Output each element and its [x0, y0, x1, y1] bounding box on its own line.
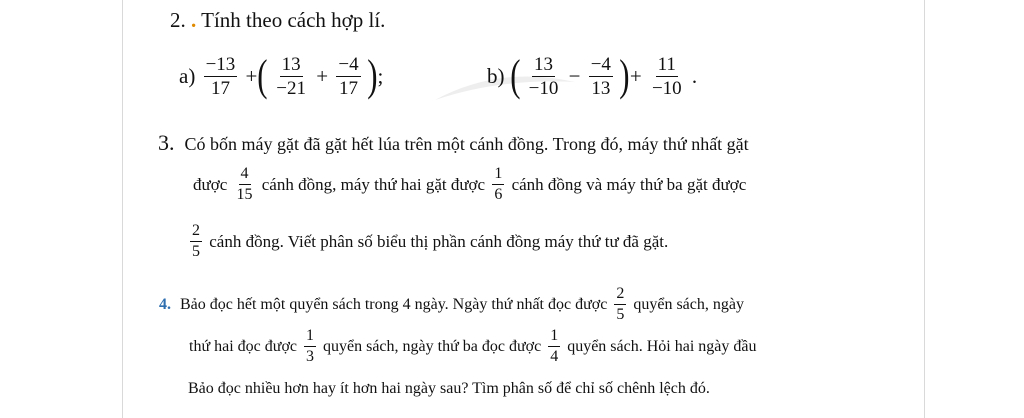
numerator: 2 — [190, 223, 202, 242]
numerator: 13 — [534, 53, 554, 75]
exercise-2b-expression — [486, 51, 698, 100]
fraction — [274, 55, 308, 98]
fraction — [304, 328, 316, 365]
exercise-2-title: Tính theo cách hợp lí. — [201, 8, 386, 32]
denominator: 17 — [338, 77, 358, 99]
denominator: 4 — [550, 348, 559, 365]
text: cánh đồng. Viết phân số biểu thị phần cánh đồng máy thứ tư đã gặt. — [209, 231, 669, 251]
denominator: 17 — [210, 77, 230, 99]
exercise-4-line-3 — [188, 380, 710, 398]
right-page-border — [924, 0, 925, 418]
plus-sign: + — [629, 63, 642, 88]
exercise-2-dot: . — [191, 8, 197, 32]
text: cánh đồng, máy thứ hai gặt được — [261, 174, 486, 194]
fraction — [204, 55, 238, 98]
fraction — [235, 166, 255, 203]
fraction — [336, 55, 360, 98]
left-page-border — [122, 0, 123, 418]
part-b-label: b) — [487, 63, 505, 88]
exercise-3-line-2 — [192, 166, 747, 203]
right-paren: ) — [619, 51, 630, 100]
fraction — [650, 55, 684, 98]
text: quyển sách, ngày thứ ba đọc được — [323, 337, 542, 355]
exercise-4-line-2 — [188, 328, 757, 365]
exercise-4-number: 4. — [159, 295, 171, 313]
denominator: 5 — [616, 306, 625, 323]
terminator: . — [691, 63, 698, 88]
part-a-label: a) — [179, 63, 196, 88]
numerator: 4 — [239, 166, 251, 185]
denominator: −10 — [651, 77, 682, 99]
fraction — [548, 328, 560, 365]
exercise-2-number: 2. — [170, 8, 186, 32]
right-paren: ) — [367, 51, 378, 100]
fraction — [527, 55, 561, 98]
fraction — [492, 166, 504, 203]
numerator: 13 — [281, 53, 301, 75]
plus-sign: + — [245, 63, 258, 88]
plus-sign: + — [316, 63, 329, 88]
denominator: 13 — [591, 77, 611, 99]
minus-sign: − — [568, 63, 581, 88]
text: được — [193, 174, 228, 194]
exercise-2-heading — [170, 8, 385, 33]
fraction — [190, 223, 202, 260]
exercise-2a-expression — [178, 51, 384, 100]
text: quyển sách. Hỏi hai ngày đầu — [567, 337, 757, 355]
left-paren: ( — [257, 51, 268, 100]
numerator: −4 — [338, 53, 359, 75]
left-paren: ( — [509, 51, 521, 100]
denominator: −10 — [528, 77, 559, 99]
fraction — [589, 55, 613, 98]
exercise-3-text-1: Có bốn máy gặt đã gặt hết lúa trên một cánh đồng. Trong đó, máy thứ nhất gặt — [184, 134, 749, 154]
exercise-4-line-1 — [158, 286, 745, 323]
exercise-3-line-3 — [188, 223, 669, 260]
numerator: 1 — [304, 328, 316, 347]
exercise-3-number: 3. — [158, 130, 175, 155]
numerator: 1 — [548, 328, 560, 347]
text: thứ hai đọc được — [189, 337, 297, 355]
fraction — [614, 286, 626, 323]
denominator: −21 — [276, 77, 307, 99]
text: Bảo đọc hết một quyển sách trong 4 ngày. Ngày thứ nhất đọc được — [180, 295, 608, 313]
denominator: 5 — [192, 243, 200, 260]
denominator: 15 — [236, 186, 253, 203]
numerator: 11 — [657, 53, 676, 75]
text: Bảo đọc nhiều hơn hay ít hơn hai ngày sau? Tìm phân số để chỉ số chênh lệch đó. — [188, 380, 710, 397]
terminator: ; — [377, 63, 384, 88]
denominator: 3 — [306, 348, 314, 365]
exercise-3-line-1 — [158, 130, 749, 156]
numerator: 1 — [492, 166, 504, 185]
denominator: 6 — [494, 186, 503, 203]
text: quyển sách, ngày — [633, 295, 744, 313]
text: cánh đồng và máy thứ ba gặt được — [511, 174, 747, 194]
numerator: 2 — [614, 286, 626, 305]
numerator: −13 — [205, 53, 236, 75]
numerator: −4 — [590, 53, 611, 75]
